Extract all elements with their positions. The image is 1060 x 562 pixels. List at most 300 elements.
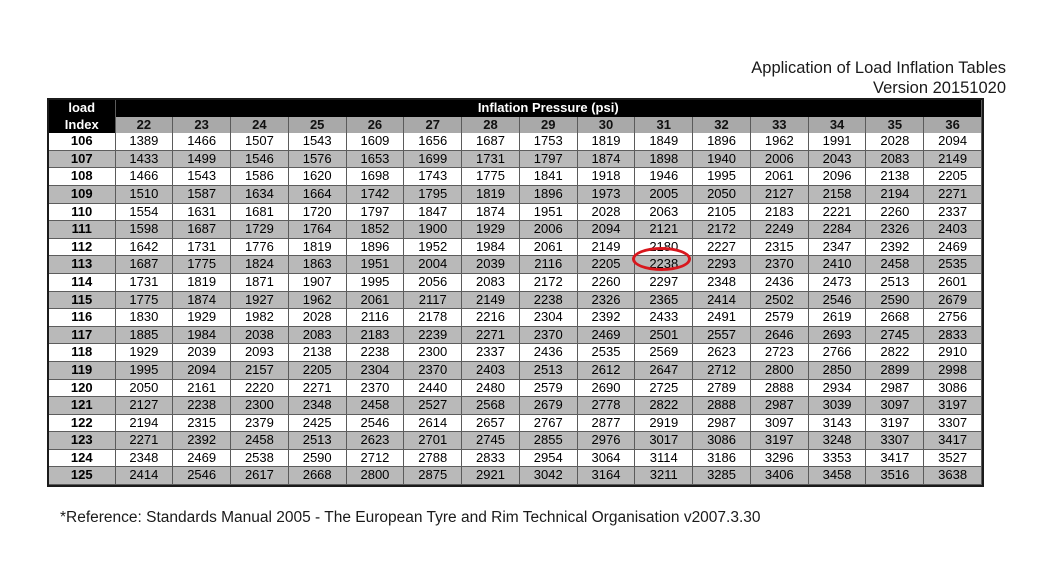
load-value-cell: 2315 [750,238,808,256]
load-value-cell: 2601 [924,273,982,291]
load-value-cell: 2161 [173,379,231,397]
load-value-cell: 2414 [693,291,751,309]
load-value-cell: 2723 [750,344,808,362]
load-value-cell: 2701 [404,432,462,450]
load-value-cell: 3307 [866,432,924,450]
load-value-cell: 2220 [231,379,289,397]
load-inflation-table-container [47,98,984,487]
load-value-cell: 2221 [808,203,866,221]
load-value-cell: 1499 [173,150,231,168]
load-value-cell: 2096 [808,168,866,186]
table-row [49,150,982,168]
load-value-cell: 1885 [115,326,173,344]
load-value-cell: 1681 [231,203,289,221]
load-value-cell: 2436 [519,344,577,362]
load-value-cell: 1952 [404,238,462,256]
load-value-cell: 2569 [635,344,693,362]
load-index-cell: 119 [49,361,115,379]
load-value-cell: 2063 [635,203,693,221]
load-value-cell: 2899 [866,361,924,379]
document-header [751,58,1006,98]
load-value-cell: 2910 [924,344,982,362]
load-value-cell: 2822 [866,344,924,362]
load-value-cell: 1466 [115,168,173,186]
load-value-cell: 2657 [462,414,520,432]
load-value-cell: 2788 [404,449,462,467]
load-index-cell: 123 [49,432,115,450]
load-value-cell: 1699 [404,150,462,168]
load-value-cell: 2271 [288,379,346,397]
table-row [49,203,982,221]
load-value-cell: 2105 [693,203,751,221]
load-value-cell: 3417 [924,432,982,450]
load-value-cell: 2116 [346,309,404,327]
load-value-cell: 2855 [519,432,577,450]
load-value-cell: 1824 [231,256,289,274]
load-value-cell: 3353 [808,449,866,467]
load-value-cell: 1620 [288,168,346,186]
load-value-cell: 2513 [519,361,577,379]
load-value-cell: 2458 [346,397,404,415]
load-value-cell: 2348 [693,273,751,291]
load-value-cell: 2304 [519,309,577,327]
load-value-cell: 2987 [693,414,751,432]
load-value-cell: 2183 [346,326,404,344]
load-value-cell: 2513 [288,432,346,450]
load-value-cell: 1951 [346,256,404,274]
load-value-cell: 2690 [577,379,635,397]
load-value-cell: 2093 [231,344,289,362]
load-value-cell: 2538 [231,449,289,467]
load-index-cell: 111 [49,221,115,239]
load-value-cell: 1731 [173,238,231,256]
load-value-cell: 2833 [924,326,982,344]
load-index-cell: 117 [49,326,115,344]
table-row [49,467,982,485]
load-value-cell: 3197 [866,414,924,432]
load-value-cell: 3143 [808,414,866,432]
load-value-cell: 1698 [346,168,404,186]
load-value-cell: 2767 [519,414,577,432]
load-value-cell: 2679 [519,397,577,415]
load-value-cell: 2260 [866,203,924,221]
load-value-cell: 2527 [404,397,462,415]
load-value-cell: 1900 [404,221,462,239]
load-value-cell: 2800 [750,361,808,379]
load-value-cell: 1874 [577,150,635,168]
load-value-cell: 3638 [924,467,982,485]
load-value-cell: 2921 [462,467,520,485]
load-value-cell: 2149 [577,238,635,256]
load-value-cell: 2061 [750,168,808,186]
load-value-cell: 2987 [750,397,808,415]
load-index-cell: 113 [49,256,115,274]
load-value-cell: 1819 [462,185,520,203]
load-value-cell: 2194 [866,185,924,203]
load-index-cell: 121 [49,397,115,415]
load-value-cell: 3516 [866,467,924,485]
load-value-cell: 2284 [808,221,866,239]
load-value-cell: 2121 [635,221,693,239]
load-value-cell: 1546 [231,150,289,168]
load-value-cell: 1510 [115,185,173,203]
load-value-cell: 2370 [519,326,577,344]
load-value-cell: 2612 [577,361,635,379]
load-value-cell: 2469 [577,326,635,344]
load-value-cell: 2094 [924,133,982,150]
load-value-cell: 2028 [577,203,635,221]
load-value-cell: 2094 [577,221,635,239]
load-index-cell: 125 [49,467,115,485]
load-value-cell: 2028 [866,133,924,150]
load-value-cell: 2157 [231,361,289,379]
load-value-cell: 2260 [577,273,635,291]
load-value-cell: 2679 [924,291,982,309]
load-value-cell: 2304 [346,361,404,379]
load-value-cell: 2379 [231,414,289,432]
load-value-cell: 1940 [693,150,751,168]
load-value-cell: 2172 [519,273,577,291]
load-value-cell: 2006 [519,221,577,239]
load-value-cell: 2365 [635,291,693,309]
load-value-cell: 2326 [577,291,635,309]
table-row [49,273,982,291]
load-value-cell: 2850 [808,361,866,379]
load-value-cell: 2392 [866,238,924,256]
pressure-header-cell: 33 [750,117,808,134]
load-value-cell: 2491 [693,309,751,327]
load-value-cell: 2875 [404,467,462,485]
load-value-cell: 2436 [750,273,808,291]
load-index-cell: 108 [49,168,115,186]
load-value-cell: 2370 [346,379,404,397]
load-value-cell: 1753 [519,133,577,150]
load-value-cell: 2745 [866,326,924,344]
load-value-cell: 2326 [866,221,924,239]
load-value-cell: 2756 [924,309,982,327]
load-value-cell: 2392 [173,432,231,450]
load-value-cell: 2238 [519,291,577,309]
pressure-header-cell: 30 [577,117,635,134]
load-value-cell: 2293 [693,256,751,274]
load-value-cell: 2919 [635,414,693,432]
load-value-cell: 1907 [288,273,346,291]
load-value-cell: 1874 [173,291,231,309]
load-value-cell: 3211 [635,467,693,485]
load-value-cell: 2348 [115,449,173,467]
load-value-cell: 1896 [693,133,751,150]
load-value-cell: 1731 [462,150,520,168]
load-value-cell: 2347 [808,238,866,256]
load-value-cell: 1929 [173,309,231,327]
load-value-cell: 3248 [808,432,866,450]
load-value-cell: 1775 [173,256,231,274]
load-value-cell: 2410 [808,256,866,274]
load-value-cell: 3186 [693,449,751,467]
load-value-cell: 1634 [231,185,289,203]
load-value-cell: 2954 [519,449,577,467]
table-row [49,238,982,256]
load-value-cell: 1874 [462,203,520,221]
load-value-cell: 2061 [346,291,404,309]
load-value-cell: 2050 [115,379,173,397]
load-value-cell: 2392 [577,309,635,327]
load-value-cell: 2227 [693,238,751,256]
pressure-header-cell: 25 [288,117,346,134]
load-value-cell: 1729 [231,221,289,239]
load-value-cell: 2987 [866,379,924,397]
load-value-cell: 3039 [808,397,866,415]
load-value-cell: 1962 [288,291,346,309]
load-value-cell: 2116 [519,256,577,274]
load-value-cell: 2297 [635,273,693,291]
load-value-cell: 3114 [635,449,693,467]
load-value-cell: 1830 [115,309,173,327]
load-value-cell: 1991 [808,133,866,150]
table-row [49,449,982,467]
load-value-cell: 2693 [808,326,866,344]
load-value-cell: 1995 [346,273,404,291]
load-value-cell: 2050 [693,185,751,203]
load-value-cell: 2789 [693,379,751,397]
load-value-cell: 2300 [231,397,289,415]
document-version: Version 20151020 [872,79,1006,97]
table-row [49,168,982,186]
load-value-cell: 1609 [346,133,404,150]
load-value-cell: 1587 [173,185,231,203]
load-value-cell: 1653 [346,150,404,168]
load-value-cell: 1776 [231,238,289,256]
load-value-cell: 2647 [635,361,693,379]
load-value-cell: 1795 [404,185,462,203]
table-row [49,221,982,239]
load-value-cell: 1687 [462,133,520,150]
load-value-cell: 2579 [519,379,577,397]
table-row [49,361,982,379]
load-value-cell: 2370 [750,256,808,274]
load-value-cell: 3097 [750,414,808,432]
load-value-cell: 1896 [519,185,577,203]
load-value-cell: 2271 [924,185,982,203]
table-row [49,414,982,432]
load-value-cell: 2934 [808,379,866,397]
table-row [49,397,982,415]
load-value-cell: 1586 [231,168,289,186]
load-value-cell: 2877 [577,414,635,432]
load-value-cell: 2239 [404,326,462,344]
load-value-cell: 1929 [462,221,520,239]
load-index-header [49,100,115,133]
load-value-cell: 3017 [635,432,693,450]
table-row [49,309,982,327]
load-value-cell: 2094 [173,361,231,379]
load-value-cell: 1852 [346,221,404,239]
load-index-cell: 124 [49,449,115,467]
load-value-cell: 3406 [750,467,808,485]
load-value-cell: 2216 [462,309,520,327]
table-row [49,256,982,274]
load-value-cell: 2623 [346,432,404,450]
load-value-cell: 2117 [404,291,462,309]
load-value-cell: 2668 [866,309,924,327]
load-value-cell: 2127 [115,397,173,415]
load-value-cell: 1687 [173,221,231,239]
pressure-header-cell: 29 [519,117,577,134]
load-index-cell: 114 [49,273,115,291]
load-value-cell: 2590 [866,291,924,309]
load-value-cell: 1466 [173,133,231,150]
load-value-cell: 2337 [924,203,982,221]
load-value-cell: 2473 [808,273,866,291]
load-value-cell: 2480 [462,379,520,397]
load-index-cell: 115 [49,291,115,309]
load-inflation-table [49,100,982,485]
load-value-cell: 2127 [750,185,808,203]
pressure-header-cell: 26 [346,117,404,134]
load-value-cell: 3458 [808,467,866,485]
load-value-cell: 2766 [808,344,866,362]
load-value-cell: 2712 [693,361,751,379]
document-title: Application of Load Inflation Tables [751,59,1006,77]
load-value-cell: 2469 [924,238,982,256]
load-value-cell: 2006 [750,150,808,168]
load-value-cell: 2590 [288,449,346,467]
load-value-cell: 2546 [808,291,866,309]
load-value-cell: 3307 [924,414,982,432]
load-value-cell: 1819 [173,273,231,291]
load-value-cell: 1973 [577,185,635,203]
load-value-cell: 2039 [173,344,231,362]
load-value-cell: 2617 [231,467,289,485]
load-value-cell: 2668 [288,467,346,485]
table-row [49,133,982,150]
load-value-cell: 2238 [346,344,404,362]
load-value-cell: 2557 [693,326,751,344]
pressure-values-row [49,117,982,134]
load-value-cell: 2614 [404,414,462,432]
load-value-cell: 2623 [693,344,751,362]
load-value-cell: 1797 [519,150,577,168]
load-value-cell: 2183 [750,203,808,221]
load-value-cell: 1863 [288,256,346,274]
load-index-cell: 106 [49,133,115,150]
load-value-cell: 3164 [577,467,635,485]
pressure-header-cell: 34 [808,117,866,134]
load-value-cell: 1507 [231,133,289,150]
load-value-cell: 1984 [173,326,231,344]
load-value-cell: 2370 [404,361,462,379]
load-value-cell: 2083 [462,273,520,291]
load-value-cell: 2414 [115,467,173,485]
load-value-cell: 1896 [346,238,404,256]
pressure-header-cell: 36 [924,117,982,134]
load-value-cell: 2778 [577,397,635,415]
load-value-cell: 2158 [808,185,866,203]
load-value-cell: 2998 [924,361,982,379]
load-value-cell: 1687 [115,256,173,274]
pressure-header-cell: 23 [173,117,231,134]
load-index-cell: 107 [49,150,115,168]
load-value-cell: 1841 [519,168,577,186]
load-value-cell: 1819 [577,133,635,150]
load-value-cell: 1918 [577,168,635,186]
load-value-cell: 2180 [635,238,693,256]
load-value-cell: 2546 [173,467,231,485]
load-value-cell: 1946 [635,168,693,186]
load-value-cell: 2038 [231,326,289,344]
load-value-cell: 2822 [635,397,693,415]
load-value-cell: 2083 [866,150,924,168]
load-value-cell: 2833 [462,449,520,467]
load-value-cell: 1543 [173,168,231,186]
load-value-cell: 2178 [404,309,462,327]
inflation-pressure-header: Inflation Pressure (psi) [115,100,982,117]
load-value-cell: 1764 [288,221,346,239]
load-index-header-line2: Index [64,116,99,132]
load-value-cell: 2149 [924,150,982,168]
load-value-cell: 2271 [115,432,173,450]
load-value-cell: 1554 [115,203,173,221]
load-value-cell: 2433 [635,309,693,327]
load-value-cell: 1743 [404,168,462,186]
pressure-header-cell: 31 [635,117,693,134]
load-value-cell: 2888 [693,397,751,415]
load-value-cell: 2619 [808,309,866,327]
load-value-cell: 2469 [173,449,231,467]
load-value-cell: 2138 [288,344,346,362]
load-value-cell: 1995 [115,361,173,379]
load-value-cell: 1775 [115,291,173,309]
load-value-cell: 1984 [462,238,520,256]
load-value-cell: 1731 [115,273,173,291]
load-value-cell: 2138 [866,168,924,186]
load-value-cell: 2005 [635,185,693,203]
load-value-cell: 2205 [288,361,346,379]
load-value-cell: 1962 [750,133,808,150]
table-body [49,133,982,484]
load-value-cell: 2337 [462,344,520,362]
load-value-cell: 2501 [635,326,693,344]
load-value-cell: 2028 [288,309,346,327]
pressure-header-cell: 28 [462,117,520,134]
load-value-cell: 2238 [173,397,231,415]
load-value-cell: 3197 [924,397,982,415]
pressure-header-cell: 22 [115,117,173,134]
load-value-cell: 3296 [750,449,808,467]
load-value-cell: 2800 [346,467,404,485]
load-value-cell: 1847 [404,203,462,221]
load-value-cell: 1631 [173,203,231,221]
load-value-cell: 1576 [288,150,346,168]
load-value-cell: 2888 [750,379,808,397]
load-value-cell: 3086 [924,379,982,397]
load-value-cell: 2056 [404,273,462,291]
table-row [49,344,982,362]
load-value-cell: 3064 [577,449,635,467]
load-value-cell: 2425 [288,414,346,432]
load-value-cell: 2149 [462,291,520,309]
load-index-cell: 110 [49,203,115,221]
load-value-cell: 3527 [924,449,982,467]
load-value-cell: 2315 [173,414,231,432]
load-value-cell: 2646 [750,326,808,344]
load-value-cell: 1656 [404,133,462,150]
load-value-cell: 1927 [231,291,289,309]
load-value-cell: 2403 [924,221,982,239]
load-value-cell: 2725 [635,379,693,397]
load-value-cell: 1433 [115,150,173,168]
load-value-cell: 2043 [808,150,866,168]
